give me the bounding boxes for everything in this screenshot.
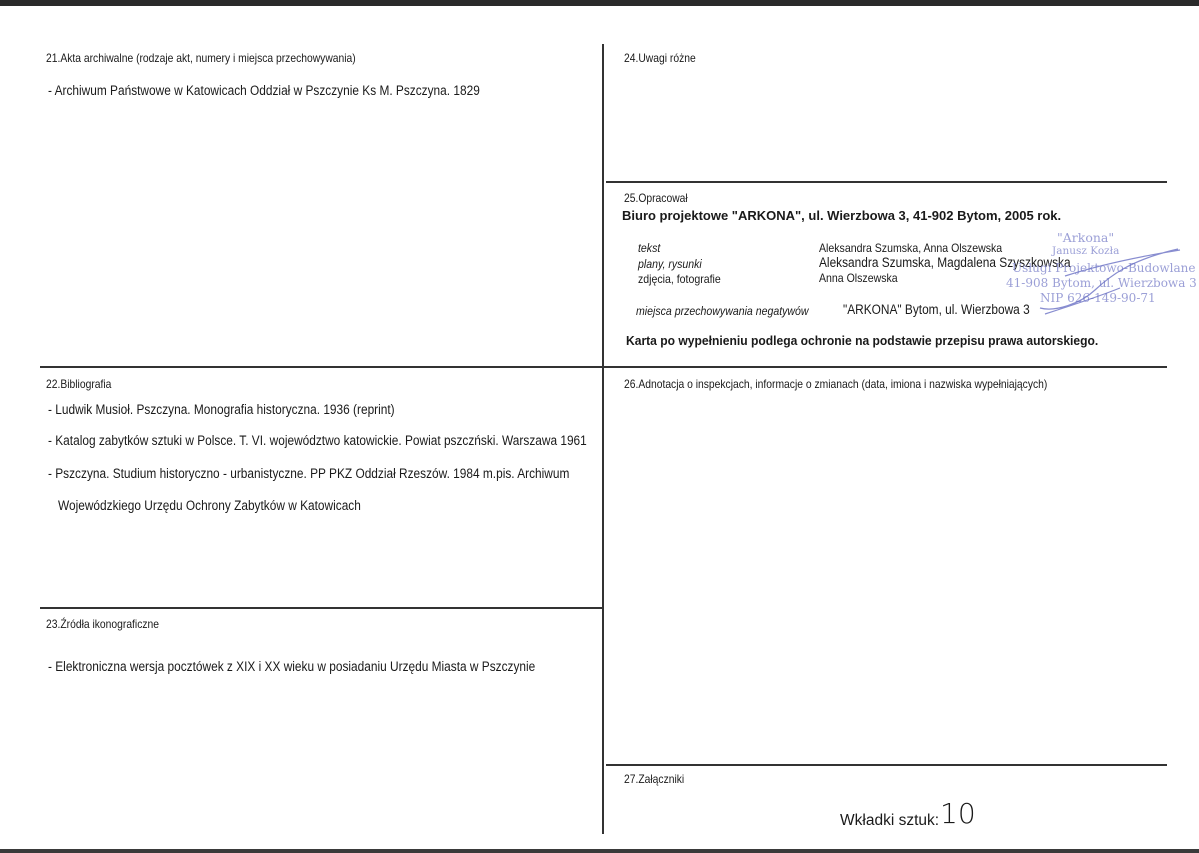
bibliography-item: - Pszczyna. Studium historyczno - urbanistyczne. PP PKZ Oddział Rzeszów. 1984 m.pis. Archiwum (48, 466, 570, 481)
stamp-owner: Janusz Kozła (1052, 245, 1120, 257)
iconographic-source-item: - Elektroniczna wersja pocztówek z XIX i XX wieku w posiadaniu Urzędu Miasta w Pszczynie (48, 659, 536, 674)
section-26-heading: 26.Adnotacja o inspekcjach, informacje o zmianach (data, imiona i nazwiska wypełniających) (624, 377, 1048, 391)
negatives-location-value: "ARKONA" Bytom, ul. Wierzbowa 3 (843, 302, 1030, 317)
credit-value-text: Aleksandra Szumska, Anna Olszewska (819, 241, 1003, 255)
section-27-heading: 27.Załączniki (624, 772, 685, 786)
bibliography-item-continued: Wojewódzkiego Urzędu Ochrony Zabytków w Katowicach (58, 498, 361, 513)
divider-26-27 (606, 764, 1167, 766)
section-21-heading: 21.Akta archiwalne (rodzaje akt, numery i miejsca przechowywania) (46, 51, 356, 65)
design-office-line: Biuro projektowe "ARKONA", ul. Wierzbowa 3, 41-902 Bytom, 2005 rok. (622, 208, 1062, 223)
divider-21-22 (40, 366, 1167, 368)
negatives-location-label: miejsca przechowywania negatywów (636, 304, 809, 318)
section-24-heading: 24.Uwagi różne (624, 51, 696, 65)
bibliography-item: - Ludwik Musioł. Pszczyna. Monografia historyczna. 1936 (reprint) (48, 402, 395, 417)
archival-record-item: - Archiwum Państwowe w Katowicach Oddział w Pszczynie Ks M. Pszczyna. 1829 (48, 83, 480, 98)
column-divider (602, 44, 604, 834)
credit-label-photos: zdjęcia, fotografie (638, 272, 721, 286)
section-25-heading: 25.Opracował (624, 191, 688, 205)
scan-bottom-edge (0, 849, 1199, 853)
copyright-notice: Karta po wypełnieniu podlega ochronie na podstawie przepisu prawa autorskiego. (626, 333, 1099, 348)
stamp-tax-id: NIP 626-149-90-71 (1040, 291, 1156, 305)
credit-label-drawings: plany, rysunki (638, 257, 702, 271)
scan-top-edge (0, 0, 1199, 6)
inserts-count: 10 (940, 797, 976, 830)
signature-icon (1010, 246, 1185, 316)
divider-22-23 (40, 607, 602, 609)
bibliography-item: - Katalog zabytków sztuki w Polsce. T. VI. województwo katowickie. Powiat pszczński. Warszawa 1961 (48, 433, 587, 448)
section-23-heading: 23.Źródła ikonograficzne (46, 617, 160, 631)
credit-value-photos: Anna Olszewska (819, 271, 898, 285)
stamp-company-name: "Arkona" (1057, 230, 1115, 245)
stamp-services: Usługi Projektowo-Budowlane (1012, 261, 1196, 275)
credit-value-drawings: Aleksandra Szumska, Magdalena Szyszkowska (819, 255, 1071, 270)
credit-label-text: tekst (638, 241, 661, 255)
divider-24-25 (606, 181, 1167, 183)
section-22-heading: 22.Bibliografia (46, 377, 112, 391)
stamp-address: 41-908 Bytom, ul. Wierzbowa 3 (1006, 276, 1197, 290)
inserts-label: Wkładki sztuk: (840, 812, 940, 829)
